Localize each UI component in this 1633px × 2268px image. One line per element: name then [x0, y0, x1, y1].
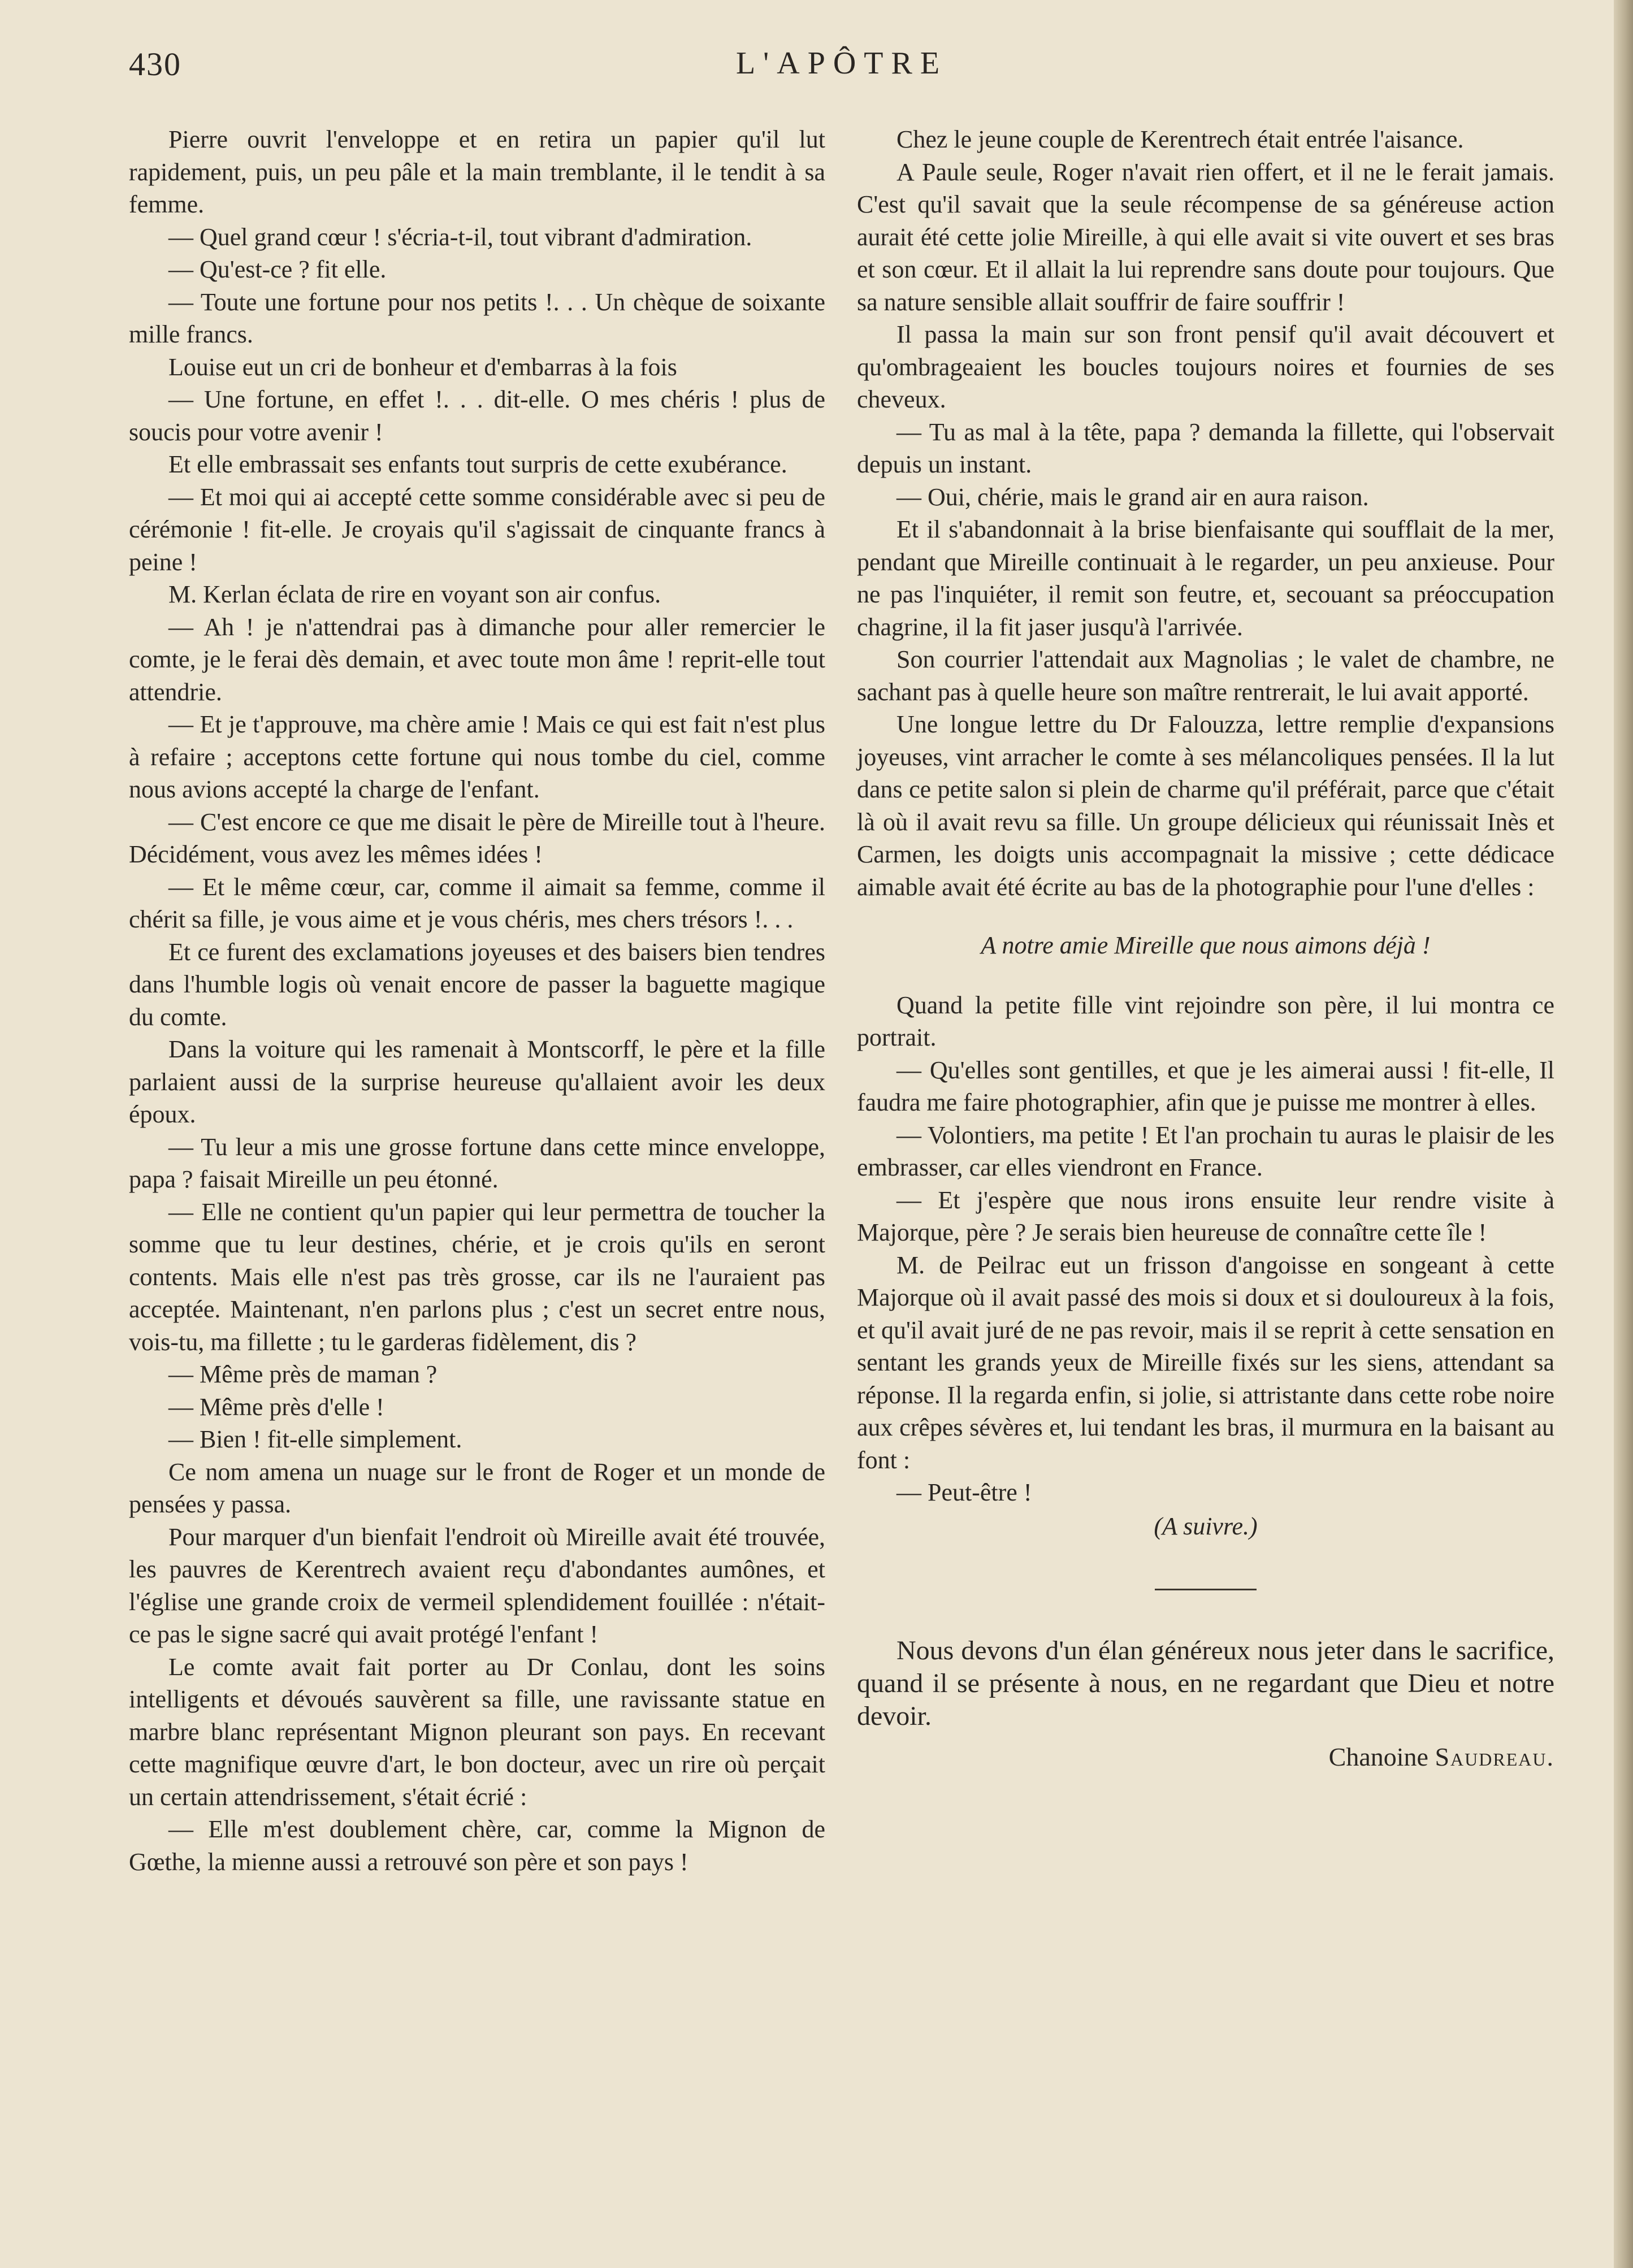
paragraph: Louise eut un cri de bonheur et d'embarras à la fois — [168, 353, 677, 381]
section-divider — [1155, 1589, 1257, 1590]
paragraph: — Quel grand cœur ! s'écria-t-il, tout vibrant d'admiration. — [168, 223, 752, 251]
left-column — [129, 123, 825, 1878]
paragraph: — Et je t'approuve, ma chère amie ! Mais ce qui est fait n'est plus à refaire ; acceptons cette fortune qui nous tombe du ciel, comme nous avions accepté la charge de l'enfant. — [129, 710, 825, 803]
paragraph: Ce nom amena un nuage sur le front de Roger et un monde de pensées y passa. — [129, 1458, 825, 1518]
closing-quote — [857, 1634, 1554, 1773]
photo-dedication: A notre amie Mireille que nous aimons déjà ! — [981, 931, 1431, 959]
author-name: Saudreau. — [1435, 1742, 1554, 1771]
paragraph: Une longue lettre du Dr Falouzza, lettre remplie d'expansions joyeuses, vint arracher le comte à ses mélancoliques pensées. Il la lut dans ce petite salon si plein de charme qu'il préférait, parce que c'était là où il avait revu sa fille. Un groupe délicieux qui réunissait Inès et Carmen, les doigts unis accompagnait la missive ; cette dédicace aimable avait été écrite au bas de la photographie pour l'une d'elles : — [857, 710, 1554, 901]
right-column — [857, 123, 1554, 1773]
paragraph: — Bien ! fit-elle simplement. — [168, 1425, 462, 1453]
paragraph: A Paule seule, Roger n'avait rien offert, et il ne le ferait jamais. C'est qu'il savait que la seule récompense de sa généreuse action aurait été cette jolie Mireille, à qui elle avait si vite ouvert et ses bras et son cœur. Et il allait la lui reprendre sans doute pour toujours. Que sa nature sensible allait souffrir de faire souffrir ! — [857, 158, 1554, 316]
paragraph: — Elle m'est doublement chère, car, comme la Mignon de Gœthe, la mienne aussi a retrouvé son père et son pays ! — [129, 1815, 825, 1876]
paragraph: Chez le jeune couple de Kerentrech était entrée l'aisance. — [896, 125, 1464, 153]
running-header — [129, 45, 1554, 90]
paragraph: — Ah ! je n'attendrai pas à dimanche pour aller remercier le comte, je le ferai dès demain, et avec toute mon âme ! reprit-elle tout attendrie. — [129, 613, 825, 706]
paragraph: M. de Peilrac eut un frisson d'angoisse en songeant à cette Majorque où il avait passé des mois si doux et si douloureux à la fois, et qu'il avait juré de ne pas revoir, mais il se reprit à cette sensation en sentant les grands yeux de Mireille fixés sur les siens, attendant sa réponse. Il la regarda enfin, si jolie, si attristante dans cette robe noire aux crêpes sévères et, lui tendant les bras, il murmura en la baisant au font : — [857, 1251, 1554, 1474]
author-prefix: Chanoine — [1328, 1742, 1428, 1771]
paragraph: — Une fortune, en effet !. . . dit-elle. O mes chéris ! plus de soucis pour votre avenir ! — [129, 385, 825, 446]
paragraph: Et il s'abandonnait à la brise bienfaisante qui soufflait de la mer, pendant que Mireille continuait à le regarder, un peu anxieuse. Pour ne pas l'inquiéter, il remit son feutre, et, secouant sa préoccupation chagrine, il la fit jaser jusqu'à l'arrivée. — [857, 515, 1554, 641]
paragraph: — Même près de maman ? — [168, 1360, 438, 1388]
paragraph: Dans la voiture qui les ramenait à Montscorff, le père et la fille parlaient aussi de la surprise heureuse qu'allaient avoir les deux époux. — [129, 1035, 825, 1128]
paragraph: — Même près d'elle ! — [168, 1393, 384, 1421]
running-title: L'APÔTRE — [735, 46, 948, 81]
to-be-continued: (A suivre.) — [1154, 1512, 1258, 1540]
paragraph: Pour marquer d'un bienfait l'endroit où Mireille avait été trouvée, les pauvres de Kerentrech avaient reçu d'abondantes aumônes, et l'église une grande croix de vermeil splendidement fouillée : n'était-ce pas le signe sacré qui avait protégé l'enfant ! — [129, 1523, 825, 1648]
paragraph: — Peut-être ! — [896, 1478, 1032, 1506]
paragraph: — Oui, chérie, mais le grand air en aura raison. — [896, 483, 1369, 511]
paragraph: Et elle embrassait ses enfants tout surpris de cette exubérance. — [168, 450, 787, 478]
paragraph: — Toute une fortune pour nos petits !. . . Un chèque de soixante mille francs. — [129, 288, 825, 348]
paragraph: — Volontiers, ma petite ! Et l'an prochain tu auras le plaisir de les embrasser, car elles viendront en France. — [857, 1121, 1554, 1181]
quote-signature — [857, 1741, 1554, 1773]
paragraph: Pierre ouvrit l'enveloppe et en retira un papier qu'il lut rapidement, puis, un peu pâle et la main tremblante, il le tendit à sa femme. — [129, 125, 825, 218]
paragraph: — Et moi qui ai accepté cette somme considérable avec si peu de cérémonie ! fit-elle. Je croyais qu'il s'agissait de cinquante francs à peine ! — [129, 483, 825, 576]
paragraph: Son courrier l'attendait aux Magnolias ; le valet de chambre, ne sachant pas à quelle heure son maître rentrerait, le lui avait apporté. — [857, 645, 1554, 706]
paragraph: Et ce furent des exclamations joyeuses et des baisers bien tendres dans l'humble logis où venait encore de passer la baguette magique du comte. — [129, 938, 825, 1031]
quote-text: Nous devons d'un élan généreux nous jeter dans le sacrifice, quand il se présente à nous, en ne regardant que Dieu et notre devoir. — [857, 1636, 1554, 1731]
paragraph: — Tu leur a mis une grosse fortune dans cette mince enveloppe, papa ? faisait Mireille un peu étonné. — [129, 1133, 825, 1193]
paragraph: — Tu as mal à la tête, papa ? demanda la fillette, qui l'observait depuis un instant. — [857, 418, 1554, 478]
page-number: 430 — [129, 46, 181, 83]
paragraph: M. Kerlan éclata de rire en voyant son air confus. — [168, 580, 661, 608]
paragraph: Quand la petite fille vint rejoindre son père, il lui montra ce portrait. — [857, 991, 1554, 1051]
paragraph: — Elle ne contient qu'un papier qui leur permettra de toucher la somme que tu leur destines, chérie, et je crois qu'ils en seront contents. Mais elle n'est pas très grosse, car ils ne l'auraient pas acceptée. Maintenant, n'en parlons plus ; c'est un secret entre nous, vois-tu, ma fillette ; tu le garderas fidèlement, dis ? — [129, 1198, 825, 1356]
paragraph: — Et j'espère que nous irons ensuite leur rendre visite à Majorque, père ? Je serais bien heureuse de connaître cette île ! — [857, 1186, 1554, 1246]
paragraph: Le comte avait fait porter au Dr Conlau, dont les soins intelligents et dévoués sauvèrent sa fille, une ravissante statue en marbre blanc représentant Mignon pleurant son pays. En recevant cette magnifique œuvre d'art, le bon docteur, avec un rire où perçait un certain attendrissement, s'était écrié : — [129, 1653, 825, 1811]
paragraph: — Et le même cœur, car, comme il aimait sa femme, comme il chérit sa fille, je vous aime et je vous chéris, mes chers trésors !. . . — [129, 873, 825, 933]
paragraph: — C'est encore ce que me disait le père de Mireille tout à l'heure. Décidément, vous avez les mêmes idées ! — [129, 808, 825, 868]
paragraph: Il passa la main sur son front pensif qu'il avait découvert et qu'ombrageaient les boucles toujours noires et fournies de ses cheveux. — [857, 320, 1554, 413]
page-edge — [1614, 0, 1633, 2268]
paragraph: — Qu'est-ce ? fit elle. — [168, 255, 387, 283]
paragraph: — Qu'elles sont gentilles, et que je les aimerai aussi ! fit-elle, Il faudra me faire photographier, afin que je puisse me montrer à elles. — [857, 1056, 1554, 1116]
